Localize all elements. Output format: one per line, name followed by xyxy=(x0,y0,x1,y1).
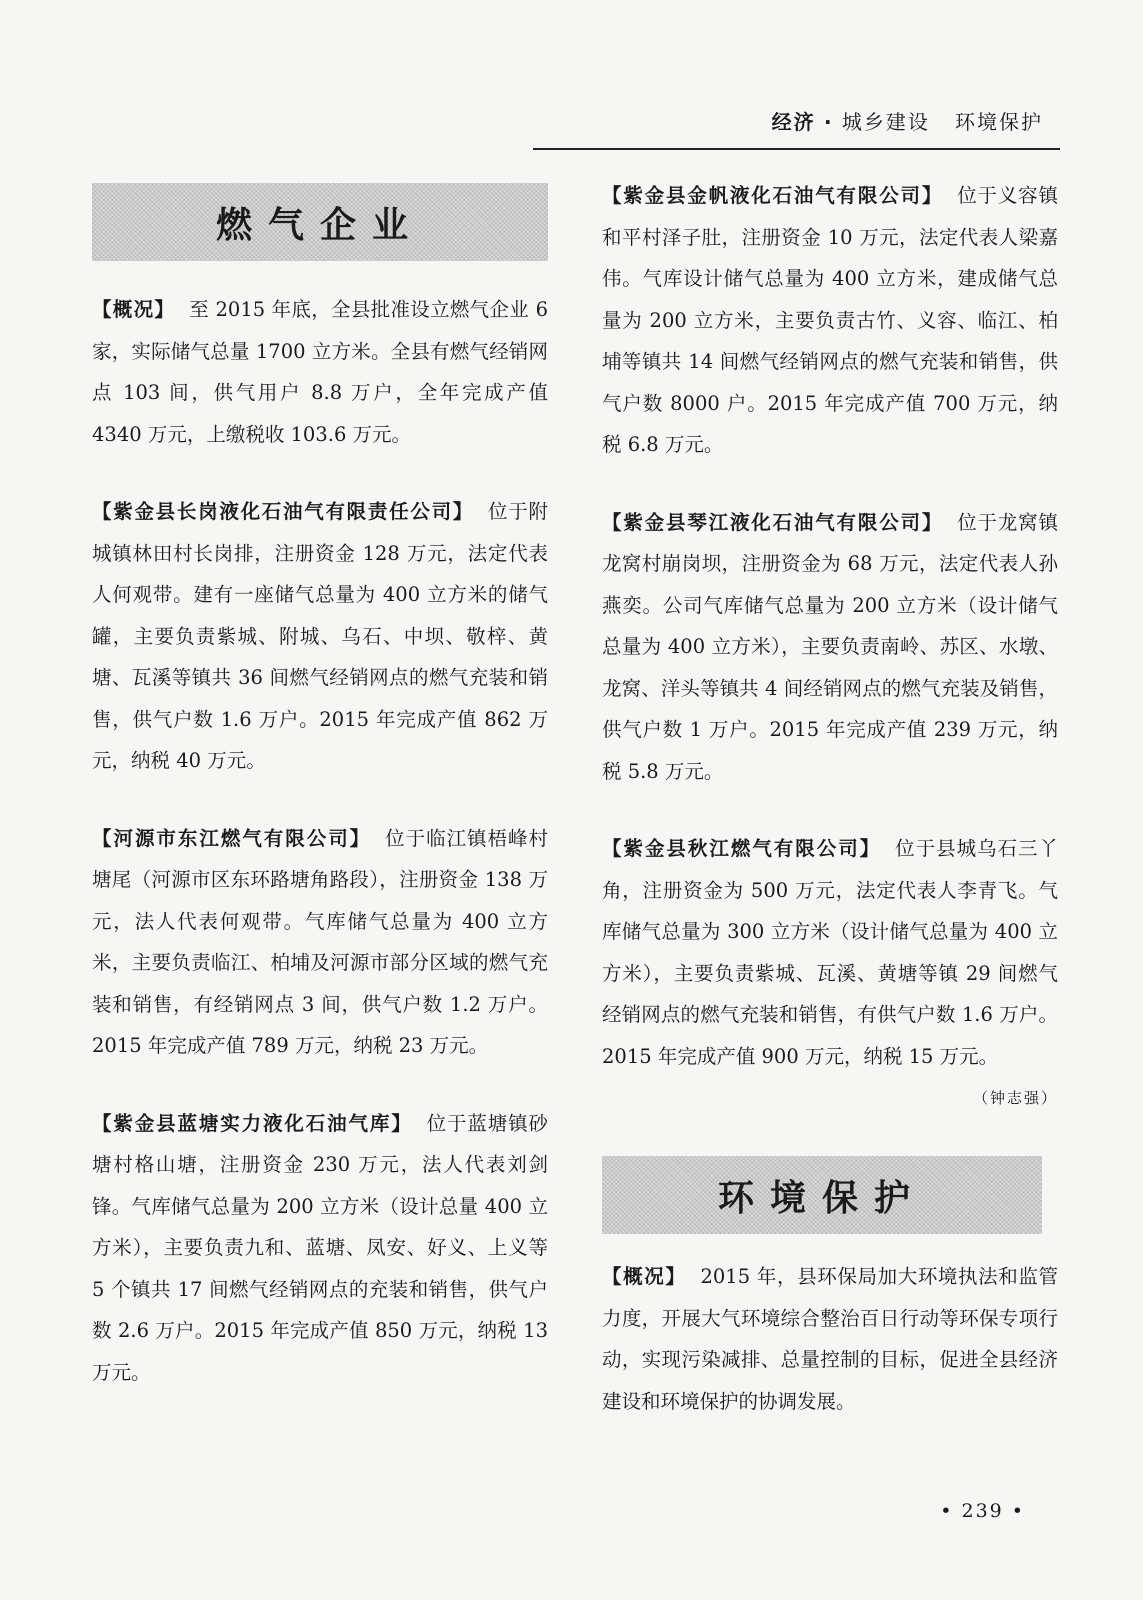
header-dot: · xyxy=(823,110,834,134)
author-credit: （钟志强） xyxy=(972,1089,1058,1107)
entry-tag: 【河源市东江燃气有限公司】 xyxy=(92,826,372,850)
entry-lantang xyxy=(92,1103,548,1394)
header-subsection: 城乡建设 xyxy=(841,110,930,134)
entry-tag: 【概况】 xyxy=(92,298,176,321)
entry-text: 位于蓝塘镇砂塘村格山塘，注册资金 230 万元，法人代表刘剑锋。气库储气总量为 200 立方米（设计总量 400 立方米），主要负责九和、蓝塘、凤安、好义、上义等 5 个镇共 17 间燃气经销网点的充装和销售，供气户数 2.6 万户。2015 年完成产值 850 万元，纳税 13 万元。 xyxy=(92,1111,548,1384)
entry-text: 位于临江镇梧峰村塘尾（河源市区东环路塘角路段），注册资金 138 万元，法人代表何观带。气库储气总量为 400 立方米，主要负责临江、柏埔及河源市部分区域的燃气充装和销售，有经销网点 3 间，供气户数 1.2 万户。2015 年完成产值 789 万元，纳税 23 万元。 xyxy=(92,826,548,1057)
entry-text: 位于县城乌石三丫角，注册资金为 500 万元，法定代表人李青飞。气库储气总量为 300 立方米（设计储气总量为 400 立方米），主要负责紫城、瓦溪、黄塘等镇 29 间燃气经销网点的燃气充装和销售，有供气户数 1.6 万户。2015 年完成产值 900 万元，纳税 15 万元。 xyxy=(602,837,1058,1068)
header-rule xyxy=(533,148,1060,150)
section-banner-gas: 燃气企业 xyxy=(92,183,548,261)
entry-qinjiang xyxy=(602,502,1058,793)
page-number: • 239 • xyxy=(940,1500,1025,1522)
entry-changgang xyxy=(92,491,548,782)
entry-overview xyxy=(92,289,548,455)
entry-text: 2015 年，县环保局加大环境执法和监管力度，开展大气环境综合整治百日行动等环保专项行动，实现污染减排、总量控制的目标，促进全县经济建设和环境保护的协调发展。 xyxy=(602,1265,1058,1413)
header-topic: 环境保护 xyxy=(955,110,1043,134)
entry-tag: 【紫金县长岗液化石油气有限责任公司】 xyxy=(92,500,475,523)
running-header xyxy=(772,106,1043,135)
left-column xyxy=(92,183,548,1393)
entry-tag: 【紫金县琴江液化石油气有限公司】 xyxy=(602,510,944,534)
entry-text: 位于附城镇林田村长岗排，注册资金 128 万元，法定代表人何观带。建有一座储气总量为 400 立方米的储气罐，主要负责紫城、附城、乌石、中坝、敬梓、黄塘、瓦溪等镇共 36 间燃气经销网点的燃气充装和销售，供气户数 1.6 万户。2015 年完成产值 862 万元，纳税 40 万元。 xyxy=(92,500,548,772)
entry-text: 位于龙窝镇龙窝村崩岗坝，注册资金为 68 万元，法定代表人孙燕奕。公司气库储气总量为 200 立方米（设计储气总量为 400 立方米），主要负责南岭、苏区、水墩、龙窝、洋头等镇共 4 间经销网点的燃气充装及销售，供气户数 1 万户。2015 年完成产值 239 万元，纳税 5.8 万元。 xyxy=(602,510,1058,783)
section-banner-environment: 环境保护 xyxy=(602,1156,1042,1234)
entry-dongjiang xyxy=(92,818,548,1067)
right-column xyxy=(602,175,1058,1422)
entry-text: 位于义容镇和平村泽子肚，注册资金 10 万元，法定代表人梁嘉伟。气库设计储气总量为 400 立方米，建成储气总量为 200 立方米，主要负责古竹、义容、临江、柏埔等镇共 14 间燃气经销网点的燃气充装和销售，供气户数 8000 户。2015 年完成产值 700 万元，纳税 6.8 万元。 xyxy=(602,184,1058,456)
entry-tag: 【紫金县蓝塘实力液化石油气库】 xyxy=(92,1111,413,1135)
entry-text: 至 2015 年底，全县批准设立燃气企业 6 家，实际储气总量 1700 立方米。全县有燃气经销网点 103 间，供气用户 8.8 万户，全年完成产值 4340 万元，上缴税收 103.6 万元。 xyxy=(92,298,548,446)
entry-tag: 【紫金县金帆液化石油气有限公司】 xyxy=(602,184,944,207)
entry-tag: 【紫金县秋江燃气有限公司】 xyxy=(602,837,882,860)
entry-jinfan xyxy=(602,175,1058,466)
entry-tag: 【概况】 xyxy=(602,1265,687,1288)
entry-qiujiang xyxy=(602,828,1058,1077)
entry-environment-overview xyxy=(602,1256,1058,1422)
header-section: 经济 xyxy=(771,110,816,134)
